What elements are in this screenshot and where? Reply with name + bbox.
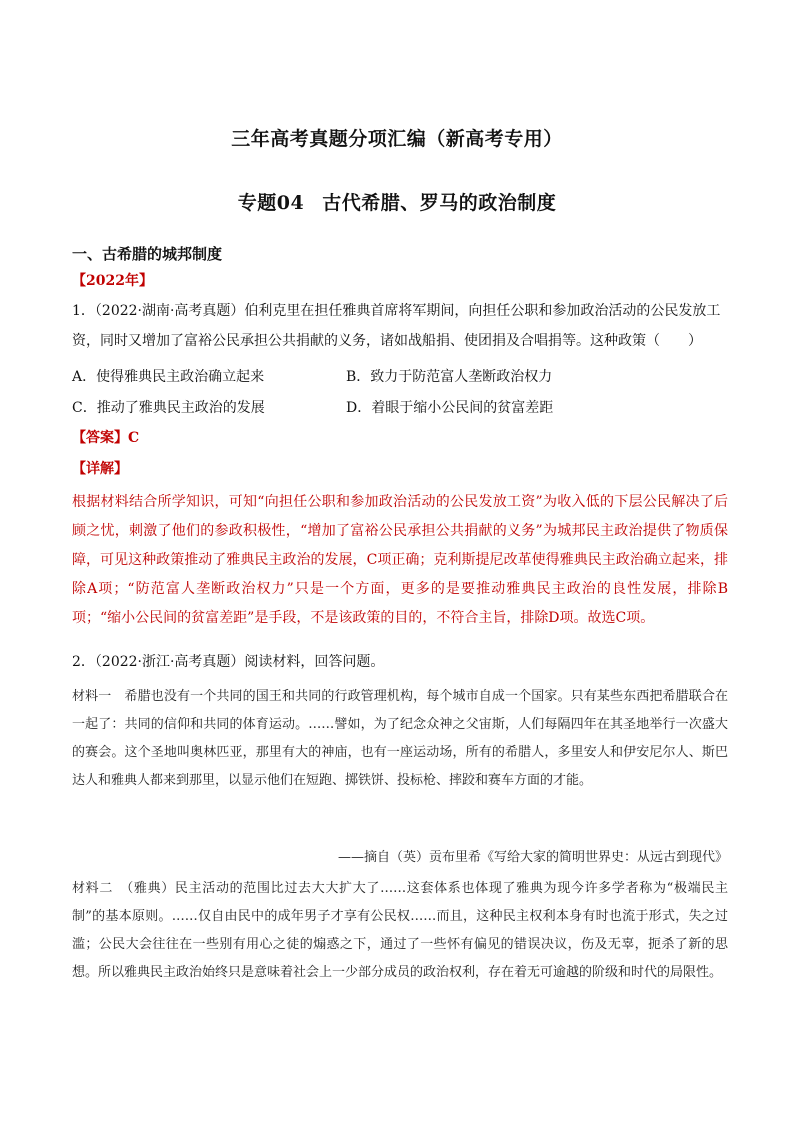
topic-title [0,188,794,215]
year-tag: 【2022年】 [72,273,153,289]
question-2-stem: 2．（2022·浙江·高考真题）阅读材料，回答问题。 [72,654,385,670]
topic-number: 专题04 [237,192,305,214]
option-c: C．推动了雅典民主政治的发展 [72,400,265,416]
section-heading: 一、古希腊的城邦制度 [72,245,223,263]
option-d: D．着眼于缩小公民间的贫富差距 [346,400,554,416]
option-b: B．致力于防范富人垄断政治权力 [346,369,553,385]
detail-label: 【详解】 [72,461,128,477]
detail-explanation: 根据材料结合所学知识，可知“向担任公职和参加政治活动的公民发放工资”为收入低的下层公民解决了后顾之忧，刺激了他们的参政积极性，“增加了富裕公民承担公共捐献的义务”为城邦民主政治提供了物质保障，可见这种政策推动了雅典民主政治的发展，C项正确；克利斯提尼改革使得雅典民主政治确立起来，排除A项；“防范富人垄断政治权力”只是一个方面，更多的是要推动雅典民主政治的良性发展，排除B项；“缩小公民间的贫富差距”是手段，不是该政策的目的，不符合主旨，排除D项。故选C项。 [72,494,728,626]
document-title: 三年高考真题分项汇编（新高考专用） [231,128,563,150]
topic-name: 古代希腊、罗马的政治制度 [322,192,557,214]
answer-label: 【答案】C [72,430,140,446]
option-a: A．使得雅典民主政治确立起来 [72,369,265,385]
question-1-stem: 1．（2022·湖南·高考真题）伯利克里在担任雅典首席将军期间，向担任公职和参加政治活动的公民发放工资，同时又增加了富裕公民承担公共捐献的义务，诸如战船捐、使团捐及合唱捐等。这种政策（ ） [72,303,721,349]
material-two: 材料二 （雅典）民主活动的范围比过去大大扩大了……这套体系也体现了雅典为现今许多学者称为“极端民主制”的基本原则。……仅自由民中的成年男子才享有公民权……而且，这种民主权利本身有时也流于形式，失之过滥；公民大会往往在一些别有用心之徒的煽惑之下，通过了一些怀有偏见的错误决议，伤及无辜，扼杀了新的思想。所以雅典民主政治始终只是意味着社会上一少部分成员的政治权利，存在着无可逾越的阶级和时代的局限性。 [72,881,728,980]
material-one-source: ——摘自（英）贡布里希《写给大家的简明世界史：从远古到现代》 [337,850,728,865]
material-one: 材料一 希腊也没有一个共同的国王和共同的行政管理机构，每个城市自成一个国家。只有某些东西把希腊联合在一起了：共同的信仰和共同的体育运动。……譬如，为了纪念众神之父宙斯，人们每隔四年在其圣地举行一次盛大的赛会。这个圣地叫奥林匹亚，那里有大的神庙，也有一座运动场，所有的希腊人，多里安人和伊安尼尔人、斯巴达人和雅典人都来到那里，以显示他们在短跑、掷铁饼、投标枪、摔跤和赛车方面的才能。 [72,689,728,788]
